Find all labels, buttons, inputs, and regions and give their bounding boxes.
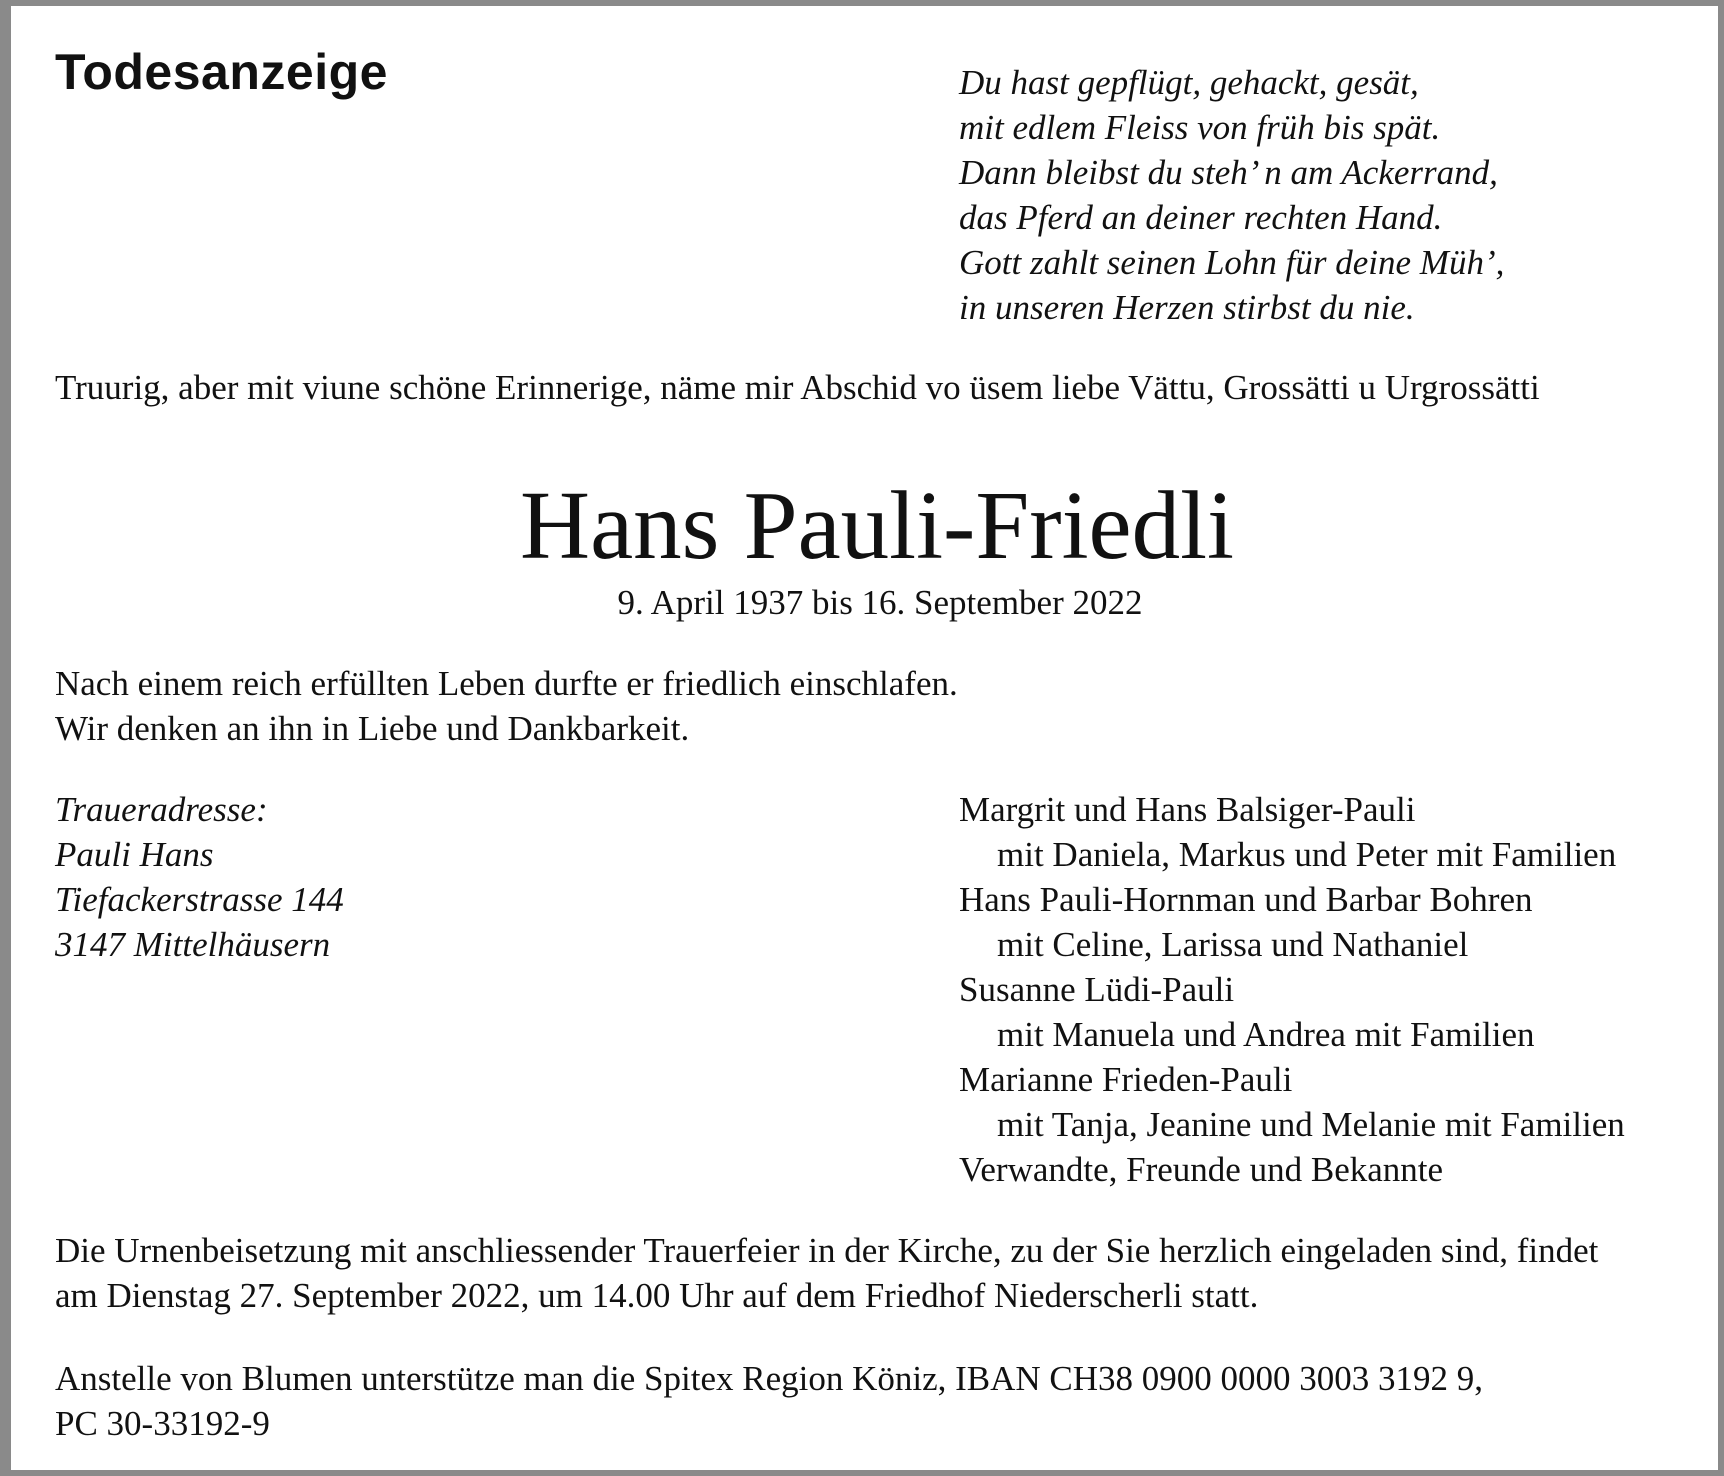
- poem-line: Gott zahlt seinen Lohn für deine Müh’,: [959, 243, 1505, 282]
- donation-info: [55, 1356, 1483, 1446]
- family-member: Verwandte, Freunde und Bekannte: [959, 1150, 1444, 1189]
- ceremony-info: [55, 1228, 1598, 1318]
- message-line: Wir denken an ihn in Liebe und Dankbarkeit.: [55, 709, 690, 748]
- farewell-message: [55, 661, 958, 751]
- family-member: Hans Pauli-Hornman und Barbar Bohren: [959, 880, 1533, 919]
- notice-heading: Todesanzeige: [55, 44, 388, 100]
- family-descendants: mit Manuela und Andrea mit Familien: [997, 1015, 1535, 1054]
- poem-line: das Pferd an deiner rechten Hand.: [959, 198, 1443, 237]
- poem: [959, 60, 1504, 330]
- mourning-address: [55, 787, 344, 967]
- message-line: Nach einem reich erfüllten Leben durfte er friedlich einschlafen.: [55, 664, 958, 703]
- family-list: [959, 787, 1625, 1192]
- address-name: Pauli Hans: [55, 835, 214, 874]
- address-label: Traueradresse:: [55, 790, 268, 829]
- address-city: 3147 Mittelhäusern: [55, 925, 331, 964]
- poem-line: mit edlem Fleiss von früh bis spät.: [959, 108, 1441, 147]
- poem-line: Dann bleibst du steh’ n am Ackerrand,: [959, 153, 1498, 192]
- family-member: Susanne Lüdi-Pauli: [959, 970, 1235, 1009]
- ceremony-line: am Dienstag 27. September 2022, um 14.00 Uhr auf dem Friedhof Niederscherli statt.: [55, 1276, 1259, 1315]
- poem-line: Du hast gepflügt, gehackt, gesät,: [959, 63, 1419, 102]
- family-member: Marianne Frieden-Pauli: [959, 1060, 1293, 1099]
- intro-text: Truurig, aber mit viune schöne Erinnerige, näme mir Abschid vo üsem liebe Vättu, Grossätti u Urgrossätti: [55, 368, 1540, 407]
- poem-line: in unseren Herzen stirbst du nie.: [959, 288, 1415, 327]
- life-dates: 9. April 1937 bis 16. September 2022: [617, 583, 1143, 622]
- donation-line: Anstelle von Blumen unterstütze man die Spitex Region Köniz, IBAN CH38 0900 0000 3003 3192 9,: [55, 1359, 1484, 1398]
- donation-line: PC 30-33192-9: [55, 1404, 270, 1443]
- address-street: Tiefackerstrasse 144: [55, 880, 344, 919]
- ceremony-line: Die Urnenbeisetzung mit anschliessender Trauerfeier in der Kirche, zu der Sie herzlich eingeladen sind, findet: [55, 1231, 1599, 1270]
- family-descendants: mit Tanja, Jeanine und Melanie mit Familien: [997, 1105, 1625, 1144]
- family-descendants: mit Celine, Larissa und Nathaniel: [997, 925, 1469, 964]
- deceased-name: Hans Pauli-Friedli: [520, 472, 1234, 579]
- family-descendants: mit Daniela, Markus und Peter mit Familien: [997, 835, 1617, 874]
- family-member: Margrit und Hans Balsiger-Pauli: [959, 790, 1416, 829]
